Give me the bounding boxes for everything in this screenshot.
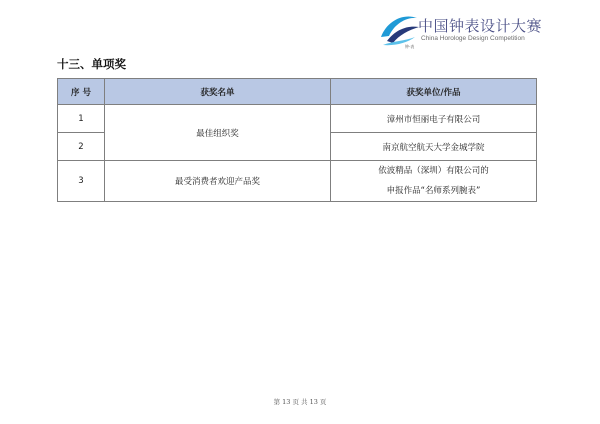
- column-header-winner: 获奖单位/作品: [331, 79, 537, 105]
- table-row: [58, 105, 537, 133]
- column-header-no: 序 号: [58, 79, 105, 105]
- winner-line: 依波精品（深圳）有限公司的: [378, 166, 489, 176]
- award-name: 最受消费者欢迎产品奖: [105, 161, 331, 202]
- winner-cell: 漳州市恒丽电子有限公司: [331, 105, 537, 133]
- table-row: [58, 161, 537, 202]
- row-number: 2: [58, 133, 105, 161]
- award-name: 最佳组织奖: [105, 105, 331, 161]
- winner-line: 申报作品“名师系列腕表”: [386, 186, 481, 196]
- row-number: 3: [58, 161, 105, 202]
- column-header-award: 获奖名单: [105, 79, 331, 105]
- logo-subtitle: China Horologe Design Competition: [421, 35, 525, 42]
- logo-title: 中国钟表设计大赛: [418, 17, 543, 35]
- row-number: 1: [58, 105, 105, 133]
- winner-cell: 南京航空航天大学金城学院: [331, 133, 537, 161]
- swoosh-logo-icon: [378, 10, 422, 50]
- svg-text:钟·表: 钟·表: [405, 44, 415, 49]
- competition-logo: [378, 10, 548, 50]
- awards-table: [57, 78, 537, 202]
- table-header-row: [58, 79, 537, 105]
- winner-cell: [331, 161, 537, 202]
- page-number: 第 13 页 共 13 页: [273, 398, 327, 406]
- section-title: 十三、单项奖: [57, 57, 126, 71]
